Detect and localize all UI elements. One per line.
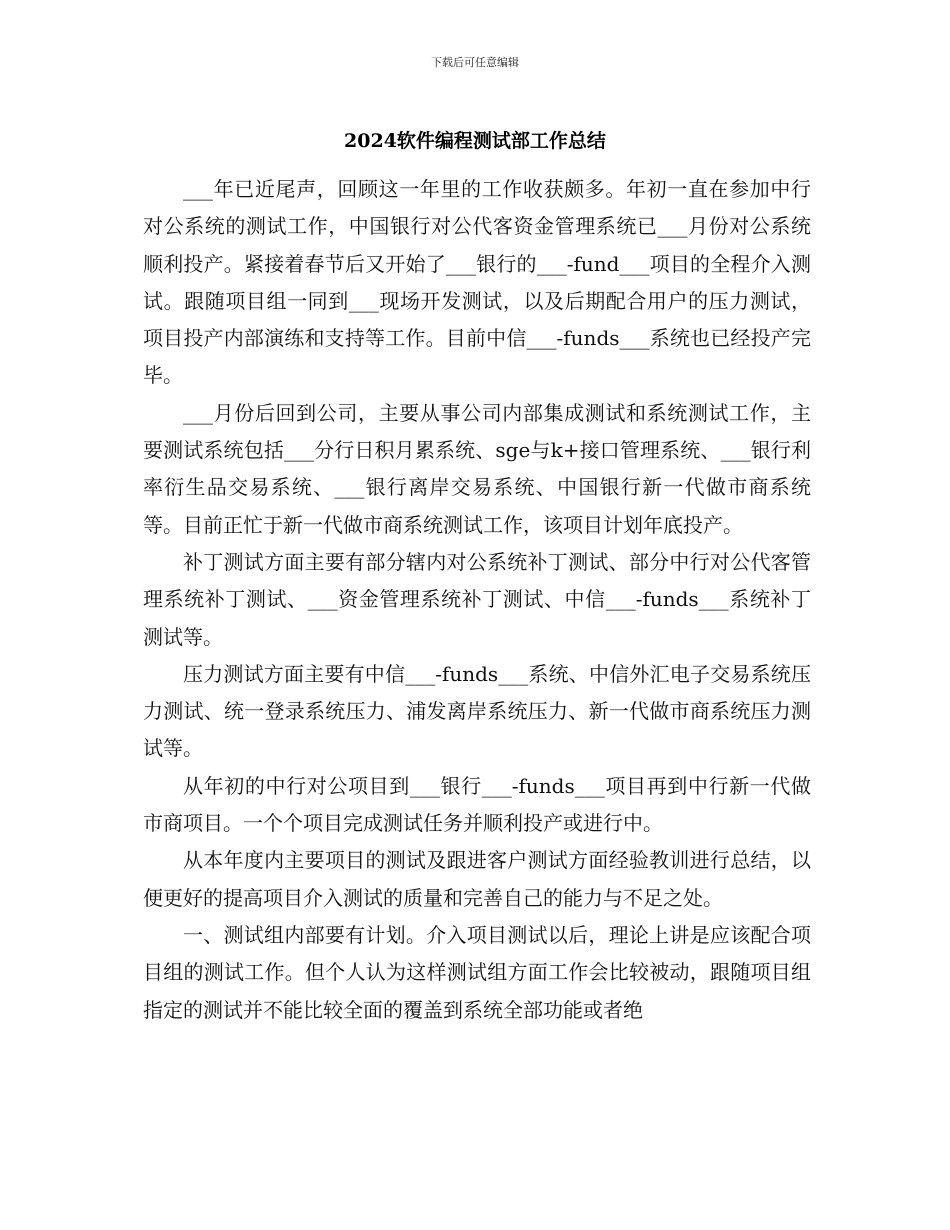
paragraph-4: 压力测试方面主要有中信___-funds___系统、中信外汇电子交易系统压力测试、统一登录系统压力、浦发离岸系统压力、新一代做市商系统压力测试等。 [143,661,811,761]
paragraph-1: ___年已近尾声，回顾这一年里的工作收获颇多。年初一直在参加中行对公系统的测试工作，中国银行对公代客资金管理系统已___月份对公系统顺利投产。紧接着春节后又开始了___银行的___-fund___项目的全程介入测试。跟随项目组一同到___现场开发测试，以及后期配合用户的压力测试，项目投产内部演练和支持等工作。目前中信___-funds___系统也已经投产完毕。 [143,177,811,388]
document-body [143,171,811,1029]
paragraph-5: 从年初的中行对公项目到___银行___-funds___项目再到中行新一代做市商项目。一个个项目完成测试任务并顺利投产或进行中。 [143,773,811,836]
paragraph-7: 一、测试组内部要有计划。介入项目测试以后，理论上讲是应该配合项目组的测试工作。但个人认为这样测试组方面工作会比较被动，跟随项目组指定的测试并不能比较全面的覆盖到系统全部功能或者绝 [143,922,811,1022]
page-header-note: 下载后可任意编辑 [431,56,519,69]
paragraph-3: 补丁测试方面主要有部分辖内对公系统补丁测试、部分中行对公代客管理系统补丁测试、___资金管理系统补丁测试、中信___-funds___系统补丁测试等。 [143,549,811,649]
document-title: 2024软件编程测试部工作总结 [344,130,606,152]
paragraph-2: ___月份后回到公司，主要从事公司内部集成测试和系统测试工作，主要测试系统包括___分行日积月累系统、sge与k+接口管理系统、___银行利率衍生品交易系统、___银行离岸交易系统、中国银行新一代做市商系统等。目前正忙于新一代做市商系统测试工作，该项目计划年底投产。 [143,400,811,537]
paragraph-6: 从本年度内主要项目的测试及跟进客户测试方面经验教训进行总结，以便更好的提高项目介入测试的质量和完善自己的能力与不足之处。 [143,848,811,910]
